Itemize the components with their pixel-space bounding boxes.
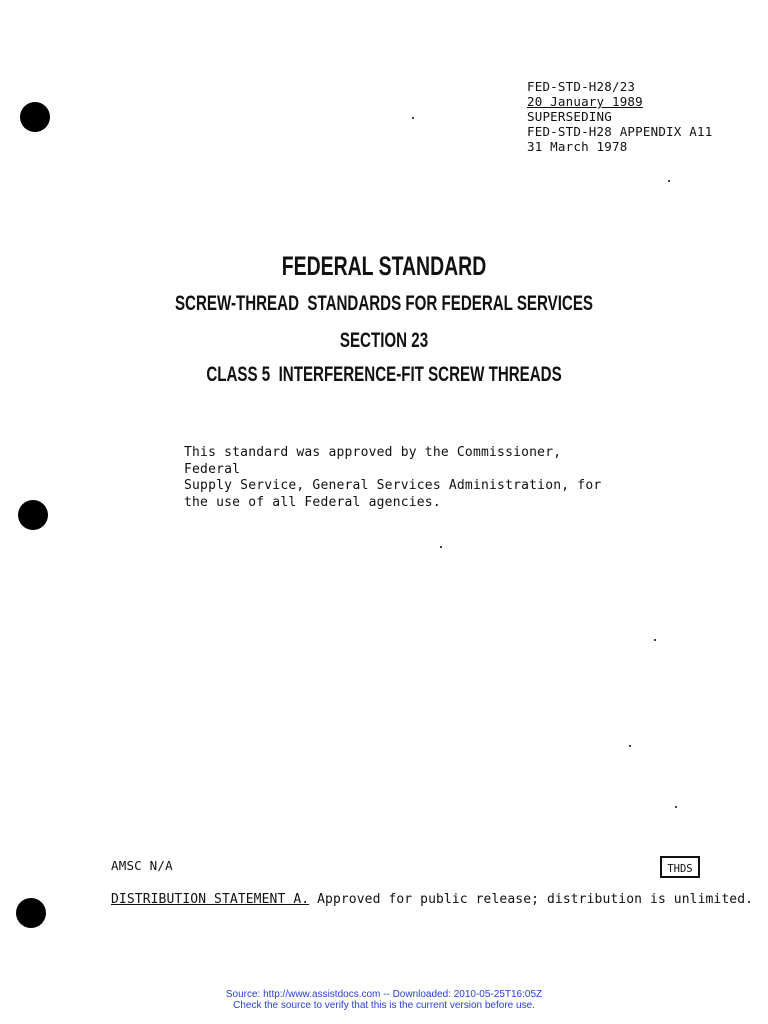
approval-statement: This standard was approved by the Commissioner, Federal Supply Service, General Services Administration, for the use of all Federal agencies. bbox=[184, 445, 602, 510]
scan-speck bbox=[668, 180, 670, 182]
superseded-document: FED-STD-H28 APPENDIX A11 bbox=[527, 124, 713, 139]
punch-hole-top bbox=[20, 102, 50, 132]
superseded-date: 31 March 1978 bbox=[527, 139, 628, 154]
title-block bbox=[0, 248, 768, 389]
superseding-label: SUPERSEDING bbox=[527, 109, 612, 124]
source-footer-line-1: Source: http://www.assistdocs.com -- Downloaded: 2010-05-25T16:05Z bbox=[225, 989, 543, 1000]
source-footer bbox=[0, 989, 768, 1011]
punch-hole-middle bbox=[18, 500, 48, 530]
scan-speck bbox=[412, 117, 414, 119]
amsc-label: AMSC N/A bbox=[111, 858, 173, 873]
scan-speck bbox=[675, 806, 677, 808]
distribution-label: DISTRIBUTION STATEMENT A. bbox=[111, 892, 310, 907]
document-header bbox=[527, 79, 747, 154]
distribution-text: Approved for public release; distribution is unlimited. bbox=[309, 892, 754, 907]
class-heading: CLASS 5 INTERFERENCE-FIT SCREW THREADS bbox=[206, 363, 562, 386]
scan-speck bbox=[440, 546, 442, 548]
source-footer-line-2: Check the source to verify that this is the current version before use. bbox=[233, 1000, 535, 1011]
document-date: 20 January 1989 bbox=[527, 94, 643, 109]
section-heading: SECTION 23 bbox=[339, 329, 429, 352]
page-subtitle: SCREW-THREAD STANDARDS FOR FEDERAL SERVICES bbox=[174, 292, 594, 315]
page-title: FEDERAL STANDARD bbox=[281, 251, 487, 281]
punch-hole-bottom bbox=[16, 898, 46, 928]
fsc-area-box: THDS bbox=[660, 856, 700, 878]
scan-speck bbox=[629, 745, 631, 747]
distribution-statement bbox=[111, 892, 753, 907]
scan-speck bbox=[654, 639, 656, 641]
document-number: FED-STD-H28/23 bbox=[527, 79, 636, 94]
